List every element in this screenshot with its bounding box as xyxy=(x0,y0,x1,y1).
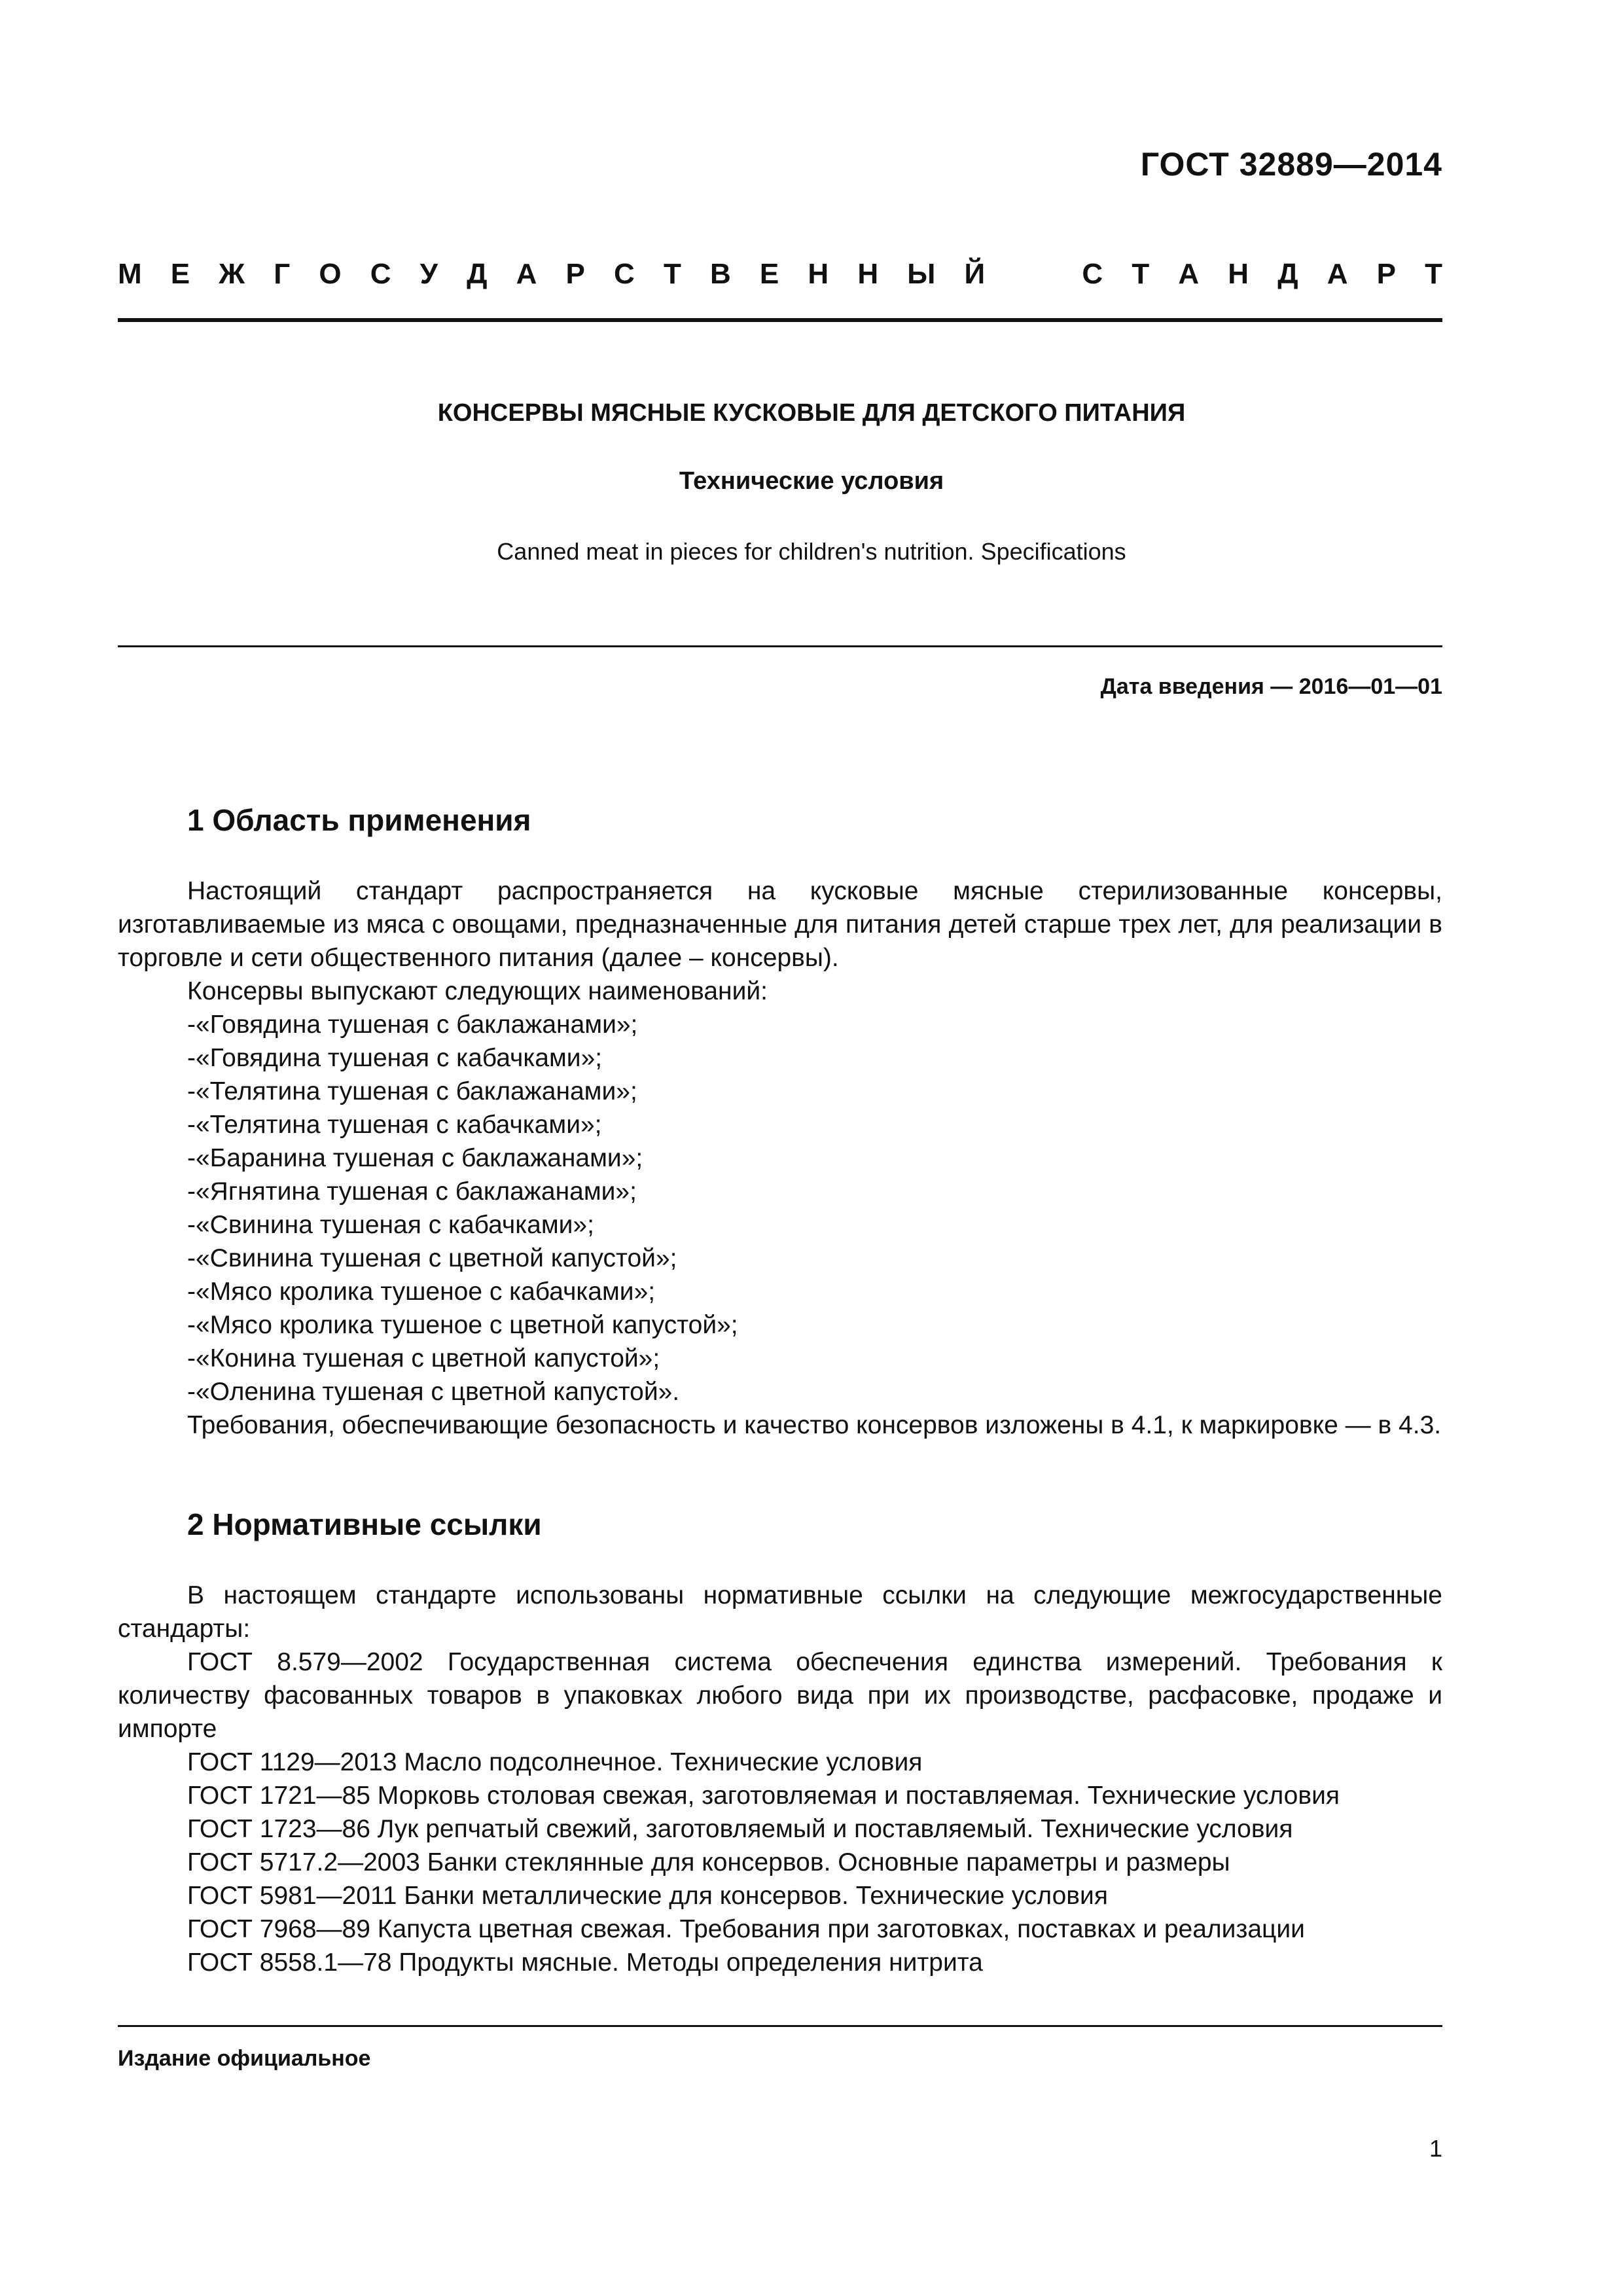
section-heading-normative-references: 2 Нормативные ссылки xyxy=(187,1507,542,1541)
banner-letter: А xyxy=(1327,258,1348,290)
footer-divider xyxy=(118,2025,1442,2027)
banner-letter: Д xyxy=(1277,258,1298,290)
list-item: -«Свинина тушеная с цветной капустой»; xyxy=(187,1244,677,1272)
list-item: -«Мясо кролика тушеное с кабачками»; xyxy=(187,1278,656,1306)
banner-letter: Н xyxy=(808,258,829,290)
banner-letter: О xyxy=(319,258,342,290)
list-item: -«Свинина тушеная с кабачками»; xyxy=(187,1211,594,1239)
paragraph: Настоящий стандарт распространяется на кусковые мясные стерилизованные консервы, изготавливаемые из мяса с овощами, предназначенные для питания детей старше трех лет, для реализации в торговле и сети общественного питания (далее – консервы). xyxy=(118,877,1442,972)
list-item: -«Говядина тушеная с баклажанами»; xyxy=(187,1011,638,1039)
list-item: -«Ягнятина тушеная с баклажанами»; xyxy=(187,1177,637,1206)
document-title: КОНСЕРВЫ МЯСНЫЕ КУСКОВЫЕ ДЛЯ ДЕТСКОГО ПИТАНИЯ xyxy=(437,399,1186,427)
list-item: -«Конина тушеная с цветной капустой»; xyxy=(187,1344,660,1372)
paragraph: В настоящем стандарте использованы нормативные ссылки на следующие межгосударственные стандарты: xyxy=(118,1581,1442,1643)
banner-letter: Т xyxy=(1425,258,1442,290)
section-references-body xyxy=(118,1579,1442,1979)
banner-letter: У xyxy=(419,258,438,290)
banner-letter: Т xyxy=(663,258,681,290)
english-title: Canned meat in pieces for children's nutrition. Specifications xyxy=(497,538,1126,565)
banner-letter: Д xyxy=(467,258,488,290)
reference-item: ГОСТ 1129—2013 Масло подсолнечное. Технические условия xyxy=(187,1748,923,1776)
section-heading-scope: 1 Область применения xyxy=(187,803,531,837)
banner-letter: Е xyxy=(759,258,779,290)
banner-letter: Н xyxy=(857,258,879,290)
banner-letter: А xyxy=(1178,258,1200,290)
interstate-standard-banner xyxy=(118,258,1442,291)
banner-letter: В xyxy=(710,258,731,290)
introduction-date: Дата введения — 2016—01—01 xyxy=(1100,674,1442,699)
banner-letter: Р xyxy=(565,258,585,290)
paragraph: Требования, обеспечивающие безопасность и качество консервов изложены в 4.1, к маркировке — в 4.3. xyxy=(187,1411,1442,1439)
list-item: -«Оленина тушеная с цветной капустой». xyxy=(187,1378,680,1406)
banner-letter: С xyxy=(614,258,635,290)
section-scope-body xyxy=(118,874,1442,1442)
paragraph: Консервы выпускают следующих наименований: xyxy=(187,977,768,1005)
list-item: -«Говядина тушеная с кабачками»; xyxy=(187,1044,603,1072)
official-edition-label: Издание официальное xyxy=(118,2046,371,2071)
reference-item: ГОСТ 7968—89 Капуста цветная свежая. Требования при заготовках, поставках и реализации xyxy=(187,1915,1305,1943)
list-item: -«Телятина тушеная с кабачками»; xyxy=(187,1111,602,1139)
reference-item: ГОСТ 1721—85 Морковь столовая свежая, заготовляемая и поставляемая. Технические условия xyxy=(187,1782,1340,1810)
reference-item: ГОСТ 5981—2011 Банки металлические для консервов. Технические условия xyxy=(187,1882,1108,1910)
banner-word-gap xyxy=(1014,258,1053,291)
reference-item: ГОСТ 5717.2—2003 Банки стеклянные для консервов. Основные параметры и размеры xyxy=(187,1848,1230,1876)
document-number: ГОСТ 32889—2014 xyxy=(1140,146,1442,183)
banner-letter: Т xyxy=(1132,258,1150,290)
list-item: -«Мясо кролика тушеное с цветной капустой»; xyxy=(187,1311,738,1339)
reference-item: ГОСТ 8558.1—78 Продукты мясные. Методы определения нитрита xyxy=(187,1948,983,1977)
reference-item: ГОСТ 1723—86 Лук репчатый свежий, заготовляемый и поставляемый. Технические условия xyxy=(187,1815,1293,1843)
page-number: 1 xyxy=(1429,2135,1442,2162)
banner-letter: Н xyxy=(1228,258,1249,290)
list-item: -«Телятина тушеная с баклажанами»; xyxy=(187,1077,637,1105)
banner-letter: Ж xyxy=(219,258,245,290)
banner-letter: М xyxy=(118,258,142,290)
banner-letter: Г xyxy=(274,258,291,290)
banner-letter: Р xyxy=(1376,258,1396,290)
banner-letter: С xyxy=(1082,258,1103,290)
banner-letter: Й xyxy=(964,258,986,290)
banner-letter: С xyxy=(370,258,391,290)
banner-letter: А xyxy=(516,258,537,290)
banner-letter: Ы xyxy=(907,258,936,290)
header-divider xyxy=(118,318,1442,322)
title-divider xyxy=(118,645,1442,647)
list-item: -«Баранина тушеная с баклажанами»; xyxy=(187,1144,643,1172)
reference-item: ГОСТ 8.579—2002 Государственная система обеспечения единства измерений. Требования к количеству фасованных товаров в упаковках любого вида при их производстве, расфасовке, продаже и импорте xyxy=(118,1648,1442,1743)
banner-letter: Е xyxy=(170,258,190,290)
document-subtitle: Технические условия xyxy=(679,467,944,495)
